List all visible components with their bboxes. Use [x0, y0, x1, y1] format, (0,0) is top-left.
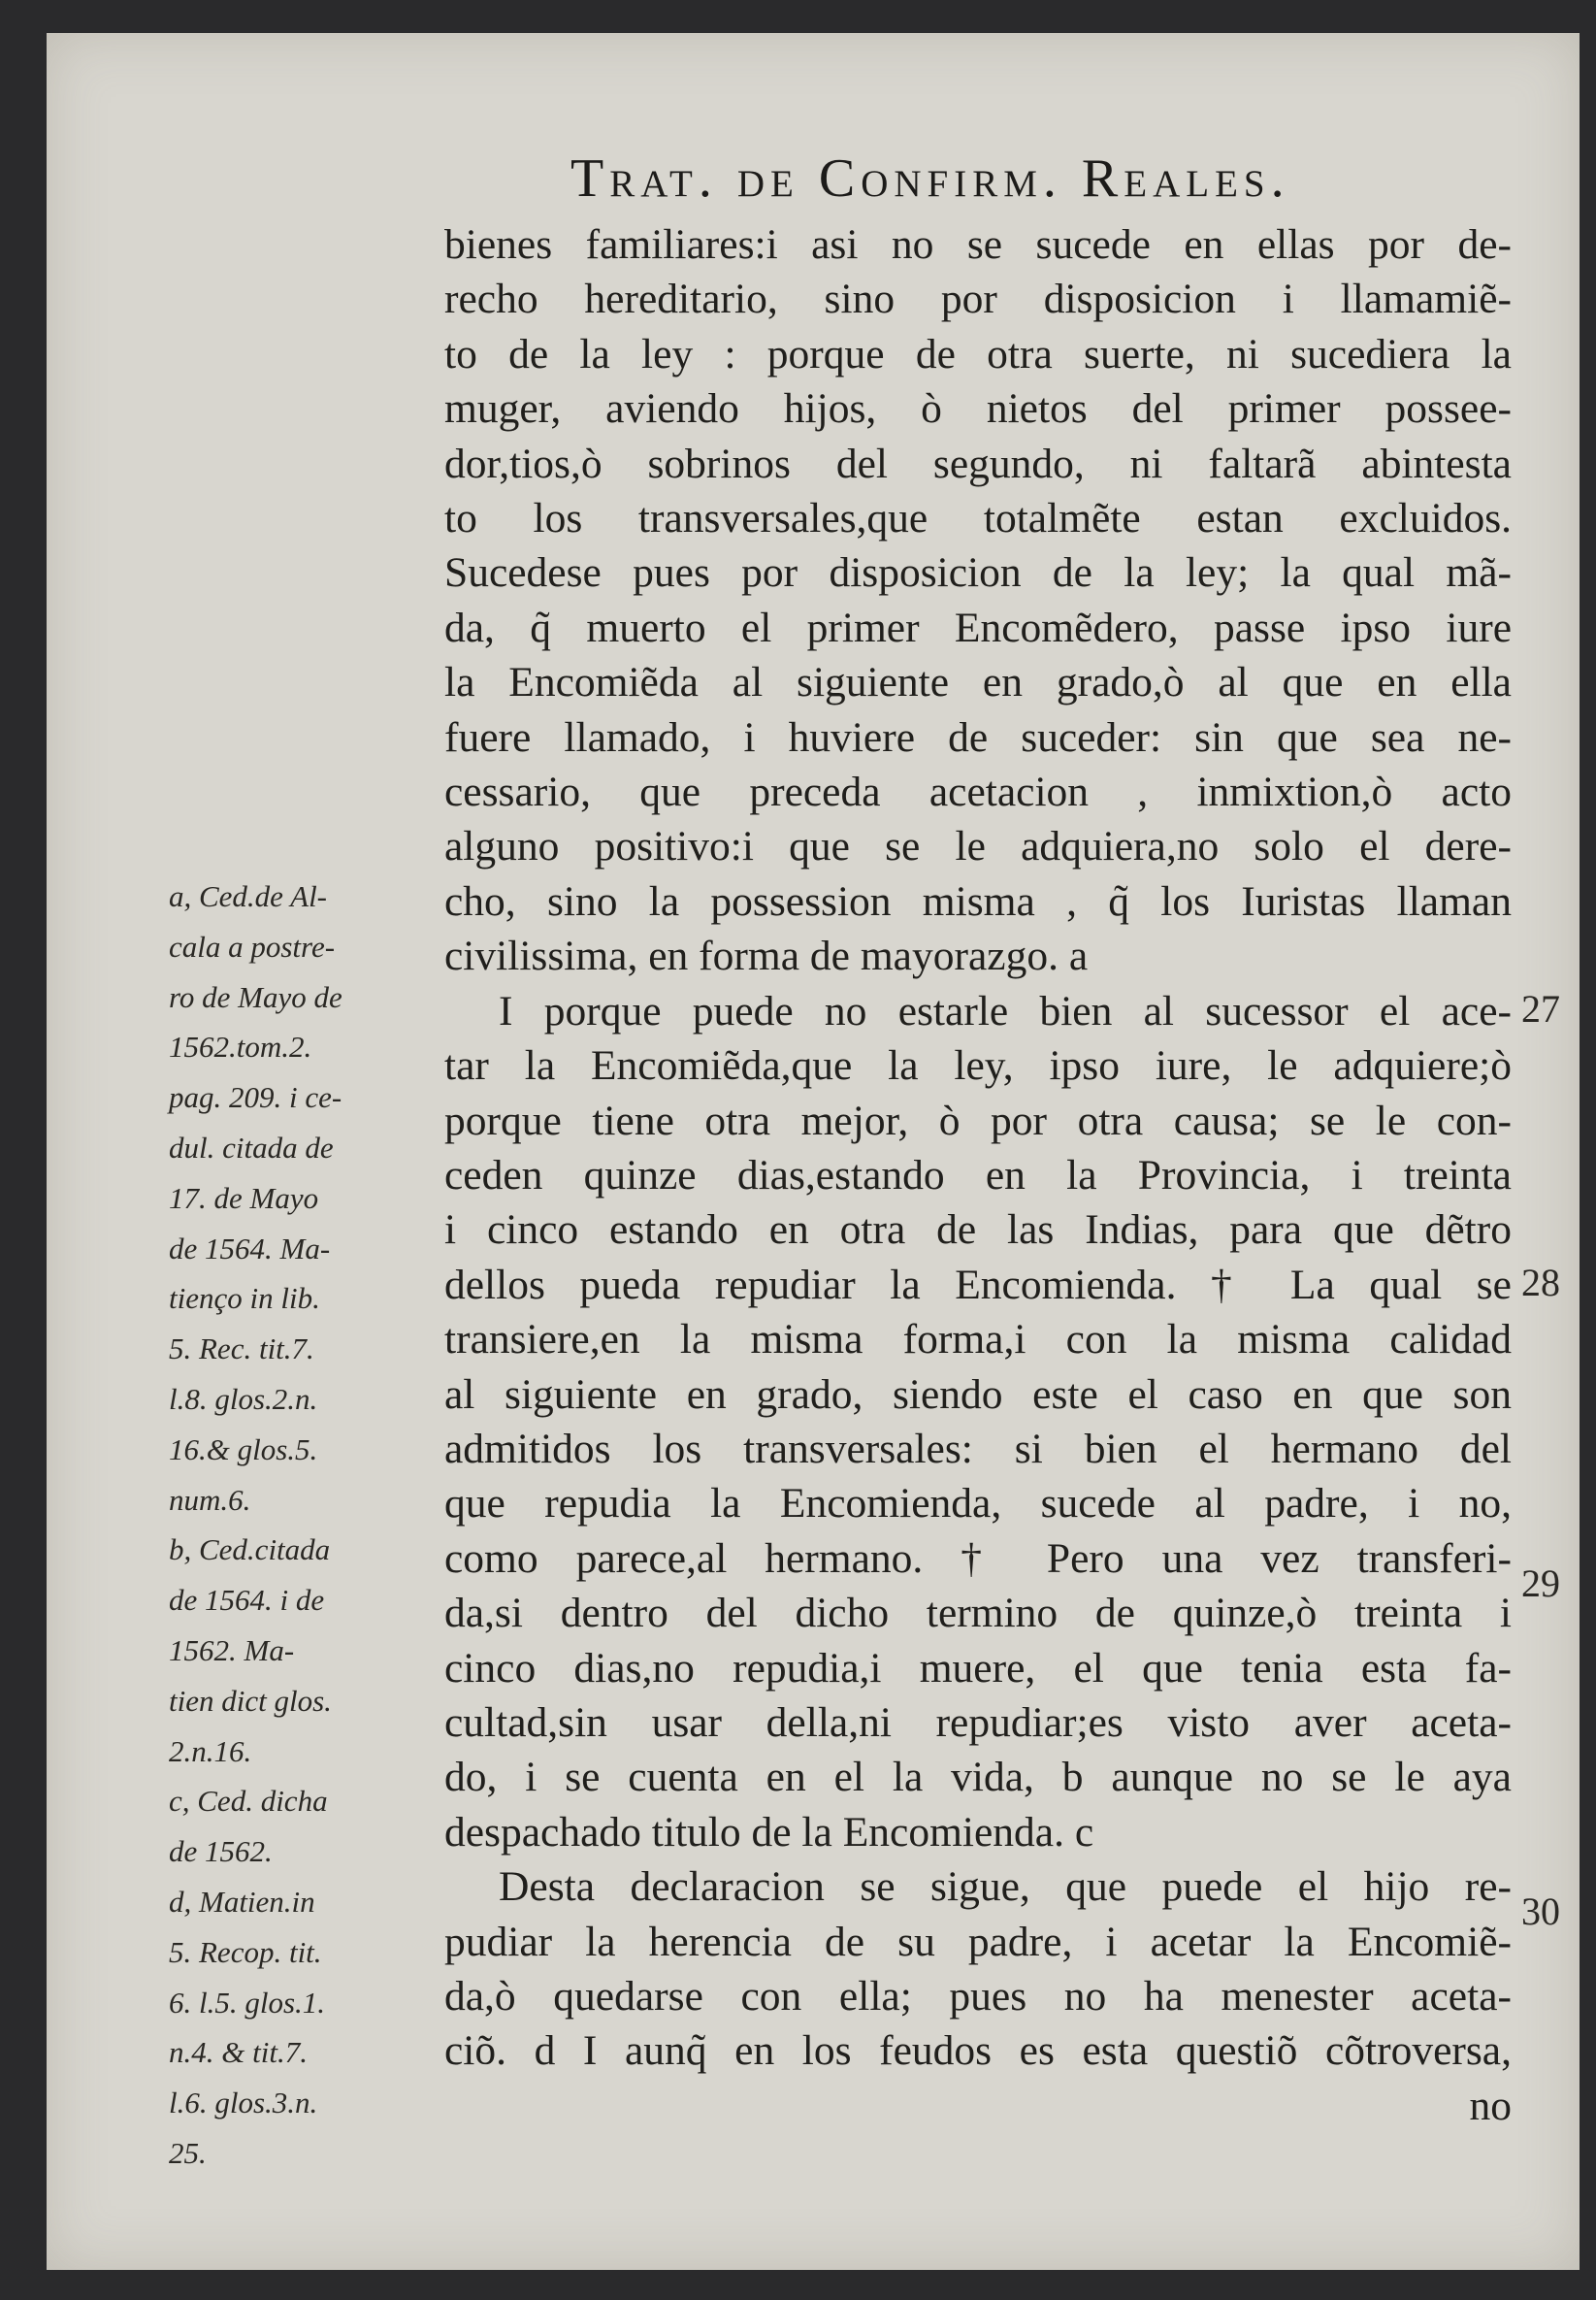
text-line: Desta declaracion se sigue, que puede el hijo re- — [499, 1863, 1512, 1911]
text-line: do, i se cuenta en el la vida, b aunque no se le aya — [444, 1754, 1512, 1801]
text-line: civilissima, en forma de mayorazgo. a — [444, 933, 1089, 980]
text-line: porque tiene otra mejor, ò por otra causa; se le con- — [444, 1097, 1512, 1144]
text-line: I porque puede no estarle bien al sucessor el ace- — [499, 987, 1512, 1035]
paragraph-number: 27 — [1521, 987, 1560, 1031]
text-line: to los transversales,que totalmẽte estan excluidos. — [444, 495, 1512, 542]
text-line: ceden quinze dias,estando en la Provincia, i treinta — [444, 1151, 1512, 1199]
text-line: al siguiente en grado, siendo este el caso en que son — [444, 1370, 1512, 1418]
text-line: admitidos los transversales: si bien el hermano del — [444, 1425, 1512, 1472]
margin-note-line: l.8. glos.2.n. — [169, 1381, 318, 1416]
margin-note-line: num.6. — [169, 1482, 251, 1517]
margin-note-line: pag. 209. i ce- — [169, 1080, 342, 1115]
margin-note-line: 1562.tom.2. — [169, 1030, 312, 1065]
margin-note-line: b, Ced.citada — [169, 1532, 331, 1567]
text-line: da,si dentro del dicho termino de quinze,ò treinta i — [444, 1590, 1512, 1637]
catchword: no — [1469, 2082, 1512, 2129]
margin-note-line: 6. l.5. glos.1. — [169, 1985, 326, 2020]
text-line: pudiar la herencia de su padre, i acetar la Encomiẽ- — [444, 1918, 1512, 1965]
margin-note-line: cala a postre- — [169, 929, 336, 964]
text-line: cho, sino la possession misma , q̃ los Iuristas llaman — [444, 877, 1512, 925]
main-text-block — [444, 217, 1512, 2133]
margin-note-line: de 1564. Ma- — [169, 1231, 331, 1265]
text-line: fuere llamado, i huviere de suceder: sin que sea ne- — [444, 713, 1512, 761]
margin-note-line: de 1562. — [169, 1834, 273, 1869]
margin-note-line: 1562. Ma- — [169, 1632, 295, 1667]
text-line: dellos pueda repudiar la Encomienda. † La qual se — [444, 1261, 1512, 1308]
margin-note-line: n.4. & tit.7. — [169, 2035, 308, 2070]
text-line: i cinco estando en otra de las Indias, para que dẽtro — [444, 1206, 1512, 1254]
margin-note-line: 17. de Mayo — [169, 1180, 319, 1215]
running-header: Trat. de Confirm. Reales. — [570, 148, 1290, 209]
text-line: transiere,en la misma forma,i con la misma calidad — [444, 1316, 1512, 1364]
margin-note-line: 5. Recop. tit. — [169, 1934, 322, 1969]
margin-note-line: tienço in lib. — [169, 1281, 320, 1316]
marginal-notes — [169, 871, 440, 2179]
text-line: da, q̃ muerto el primer Encomẽdero, passe ipso iure — [444, 604, 1512, 651]
margin-note-line: c, Ced. dicha — [169, 1784, 328, 1819]
text-line: Sucedese pues por disposicion de la ley; la qual mã- — [444, 549, 1512, 597]
text-line: cultad,sin usar della,ni repudiar;es visto aver aceta- — [444, 1698, 1512, 1746]
text-line: ciõ. d I aunq̃ en los feudos es esta questiõ cõtroversa, — [444, 2027, 1512, 2075]
paragraph-number: 30 — [1521, 1889, 1560, 1933]
margin-note-line: 25. — [169, 2135, 207, 2170]
text-line: bienes familiares:i asi no se sucede en ellas por de- — [444, 221, 1512, 268]
book-page — [47, 33, 1580, 2270]
margin-note-line: 2.n.16. — [169, 1733, 252, 1768]
text-line: to de la ley : porque de otra suerte, ni sucediera la — [444, 330, 1512, 378]
text-line: alguno positivo:i que se le adquiera,no solo el dere- — [444, 823, 1512, 871]
text-line: cinco dias,no repudia,i muere, el que tenia esta fa- — [444, 1644, 1512, 1692]
margin-note-line: l.6. glos.3.n. — [169, 2086, 318, 2120]
margin-note-line: de 1564. i de — [169, 1583, 325, 1618]
text-line: muger, aviendo hijos, ò nietos del primer possee- — [444, 385, 1512, 433]
text-line: despachado titulo de la Encomienda. c — [444, 1808, 1094, 1856]
margin-note-line: a, Ced.de Al- — [169, 879, 328, 913]
text-line: la Encomiẽda al siguiente en grado,ò al que en ella — [444, 659, 1512, 706]
text-line: da,ò quedarse con ella; pues no ha menester aceta- — [444, 1973, 1512, 2020]
text-line: como parece,al hermano. † Pero una vez transferi- — [444, 1534, 1512, 1582]
margin-note-line: 5. Rec. tit.7. — [169, 1331, 314, 1366]
text-line: cessario, que preceda acetacion , inmixtion,ò acto — [444, 769, 1512, 816]
margin-note-line: 16.& glos.5. — [169, 1431, 318, 1466]
text-line: tar la Encomiẽda,que la ley, ipso iure, le adquiere;ò — [444, 1042, 1512, 1090]
text-line: que repudia la Encomienda, sucede al padre, i no, — [444, 1480, 1512, 1528]
paragraph-number: 28 — [1521, 1261, 1560, 1304]
margin-note-line: tien dict glos. — [169, 1683, 332, 1718]
text-line: recho hereditario, sino por disposicion i llamamiẽ- — [444, 276, 1512, 323]
paragraph-number: 29 — [1521, 1561, 1560, 1605]
margin-note-line: ro de Mayo de — [169, 979, 342, 1014]
text-line: dor,tios,ò sobrinos del segundo, ni faltarã abintesta — [444, 440, 1512, 487]
margin-note-line: dul. citada de — [169, 1130, 334, 1165]
margin-note-line: d, Matien.in — [169, 1884, 315, 1919]
